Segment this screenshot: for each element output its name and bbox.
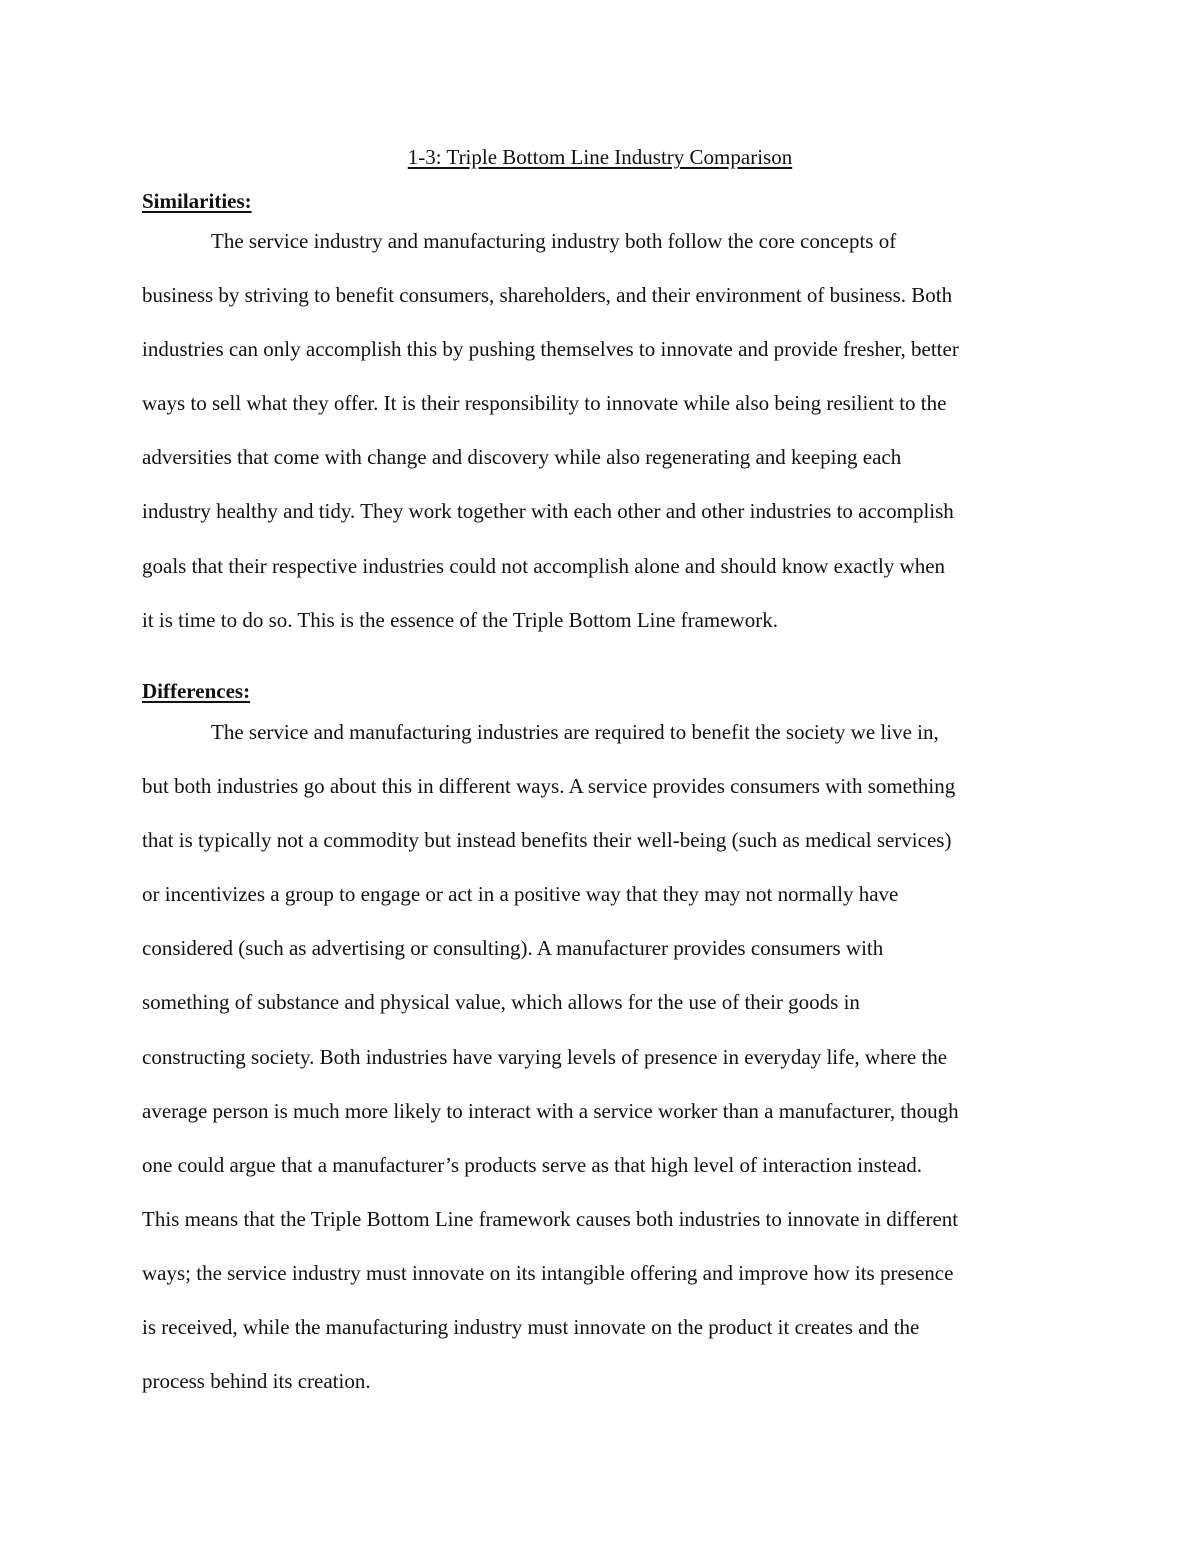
differences-heading: Differences: (142, 679, 251, 703)
paragraph-line: that is typically not a commodity but instead benefits their well-being (such as medical services) (142, 828, 952, 853)
paragraph-line: process behind its creation. (142, 1369, 371, 1394)
paragraph-line: This means that the Triple Bottom Line framework causes both industries to innovate in different (142, 1206, 959, 1231)
paragraph-line: but both industries go about this in different ways. A service provides consumers with something (142, 774, 956, 799)
paragraph-line: or incentivizes a group to engage or act in a positive way that they may not normally have (142, 882, 899, 907)
paragraph-line: is received, while the manufacturing industry must innovate on the product it creates and the (142, 1315, 920, 1340)
paragraph-line: The service and manufacturing industries are required to benefit the society we live in, (211, 720, 939, 744)
paragraph-line: it is time to do so. This is the essence of the Triple Bottom Line framework. (142, 607, 778, 632)
document-title: 1-3: Triple Bottom Line Industry Comparison (407, 145, 793, 169)
similarities-paragraph (142, 214, 1060, 647)
similarities-heading: Similarities: (142, 189, 252, 213)
paragraph-line: something of substance and physical value, which allows for the use of their goods in (142, 990, 860, 1015)
paragraph-line: adversities that come with change and discovery while also regenerating and keeping each (142, 445, 902, 470)
paragraph-line: business by striving to benefit consumers, shareholders, and their environment of business. Both (142, 283, 953, 308)
paragraph-line: one could argue that a manufacturer’s products serve as that high level of interaction instead. (142, 1152, 923, 1177)
paragraph-line: goals that their respective industries could not accomplish alone and should know exactly when (142, 553, 946, 578)
paragraph-line: industries can only accomplish this by pushing themselves to innovate and provide fresher, better (142, 337, 959, 362)
differences-paragraph (142, 705, 1060, 1408)
paragraph-line: considered (such as advertising or consulting). A manufacturer provides consumers with (142, 936, 884, 961)
paragraph-line: ways; the service industry must innovate on its intangible offering and improve how its presence (142, 1260, 954, 1285)
paragraph-line: constructing society. Both industries have varying levels of presence in everyday life, where the (142, 1044, 948, 1069)
paragraph-line: ways to sell what they offer. It is their responsibility to innovate while also being resilient to the (142, 391, 947, 416)
paragraph-line: The service industry and manufacturing industry both follow the core concepts of (211, 229, 897, 253)
paragraph-line: industry healthy and tidy. They work together with each other and other industries to accomplish (142, 499, 954, 524)
paragraph-line: average person is much more likely to interact with a service worker than a manufacturer, though (142, 1098, 959, 1123)
